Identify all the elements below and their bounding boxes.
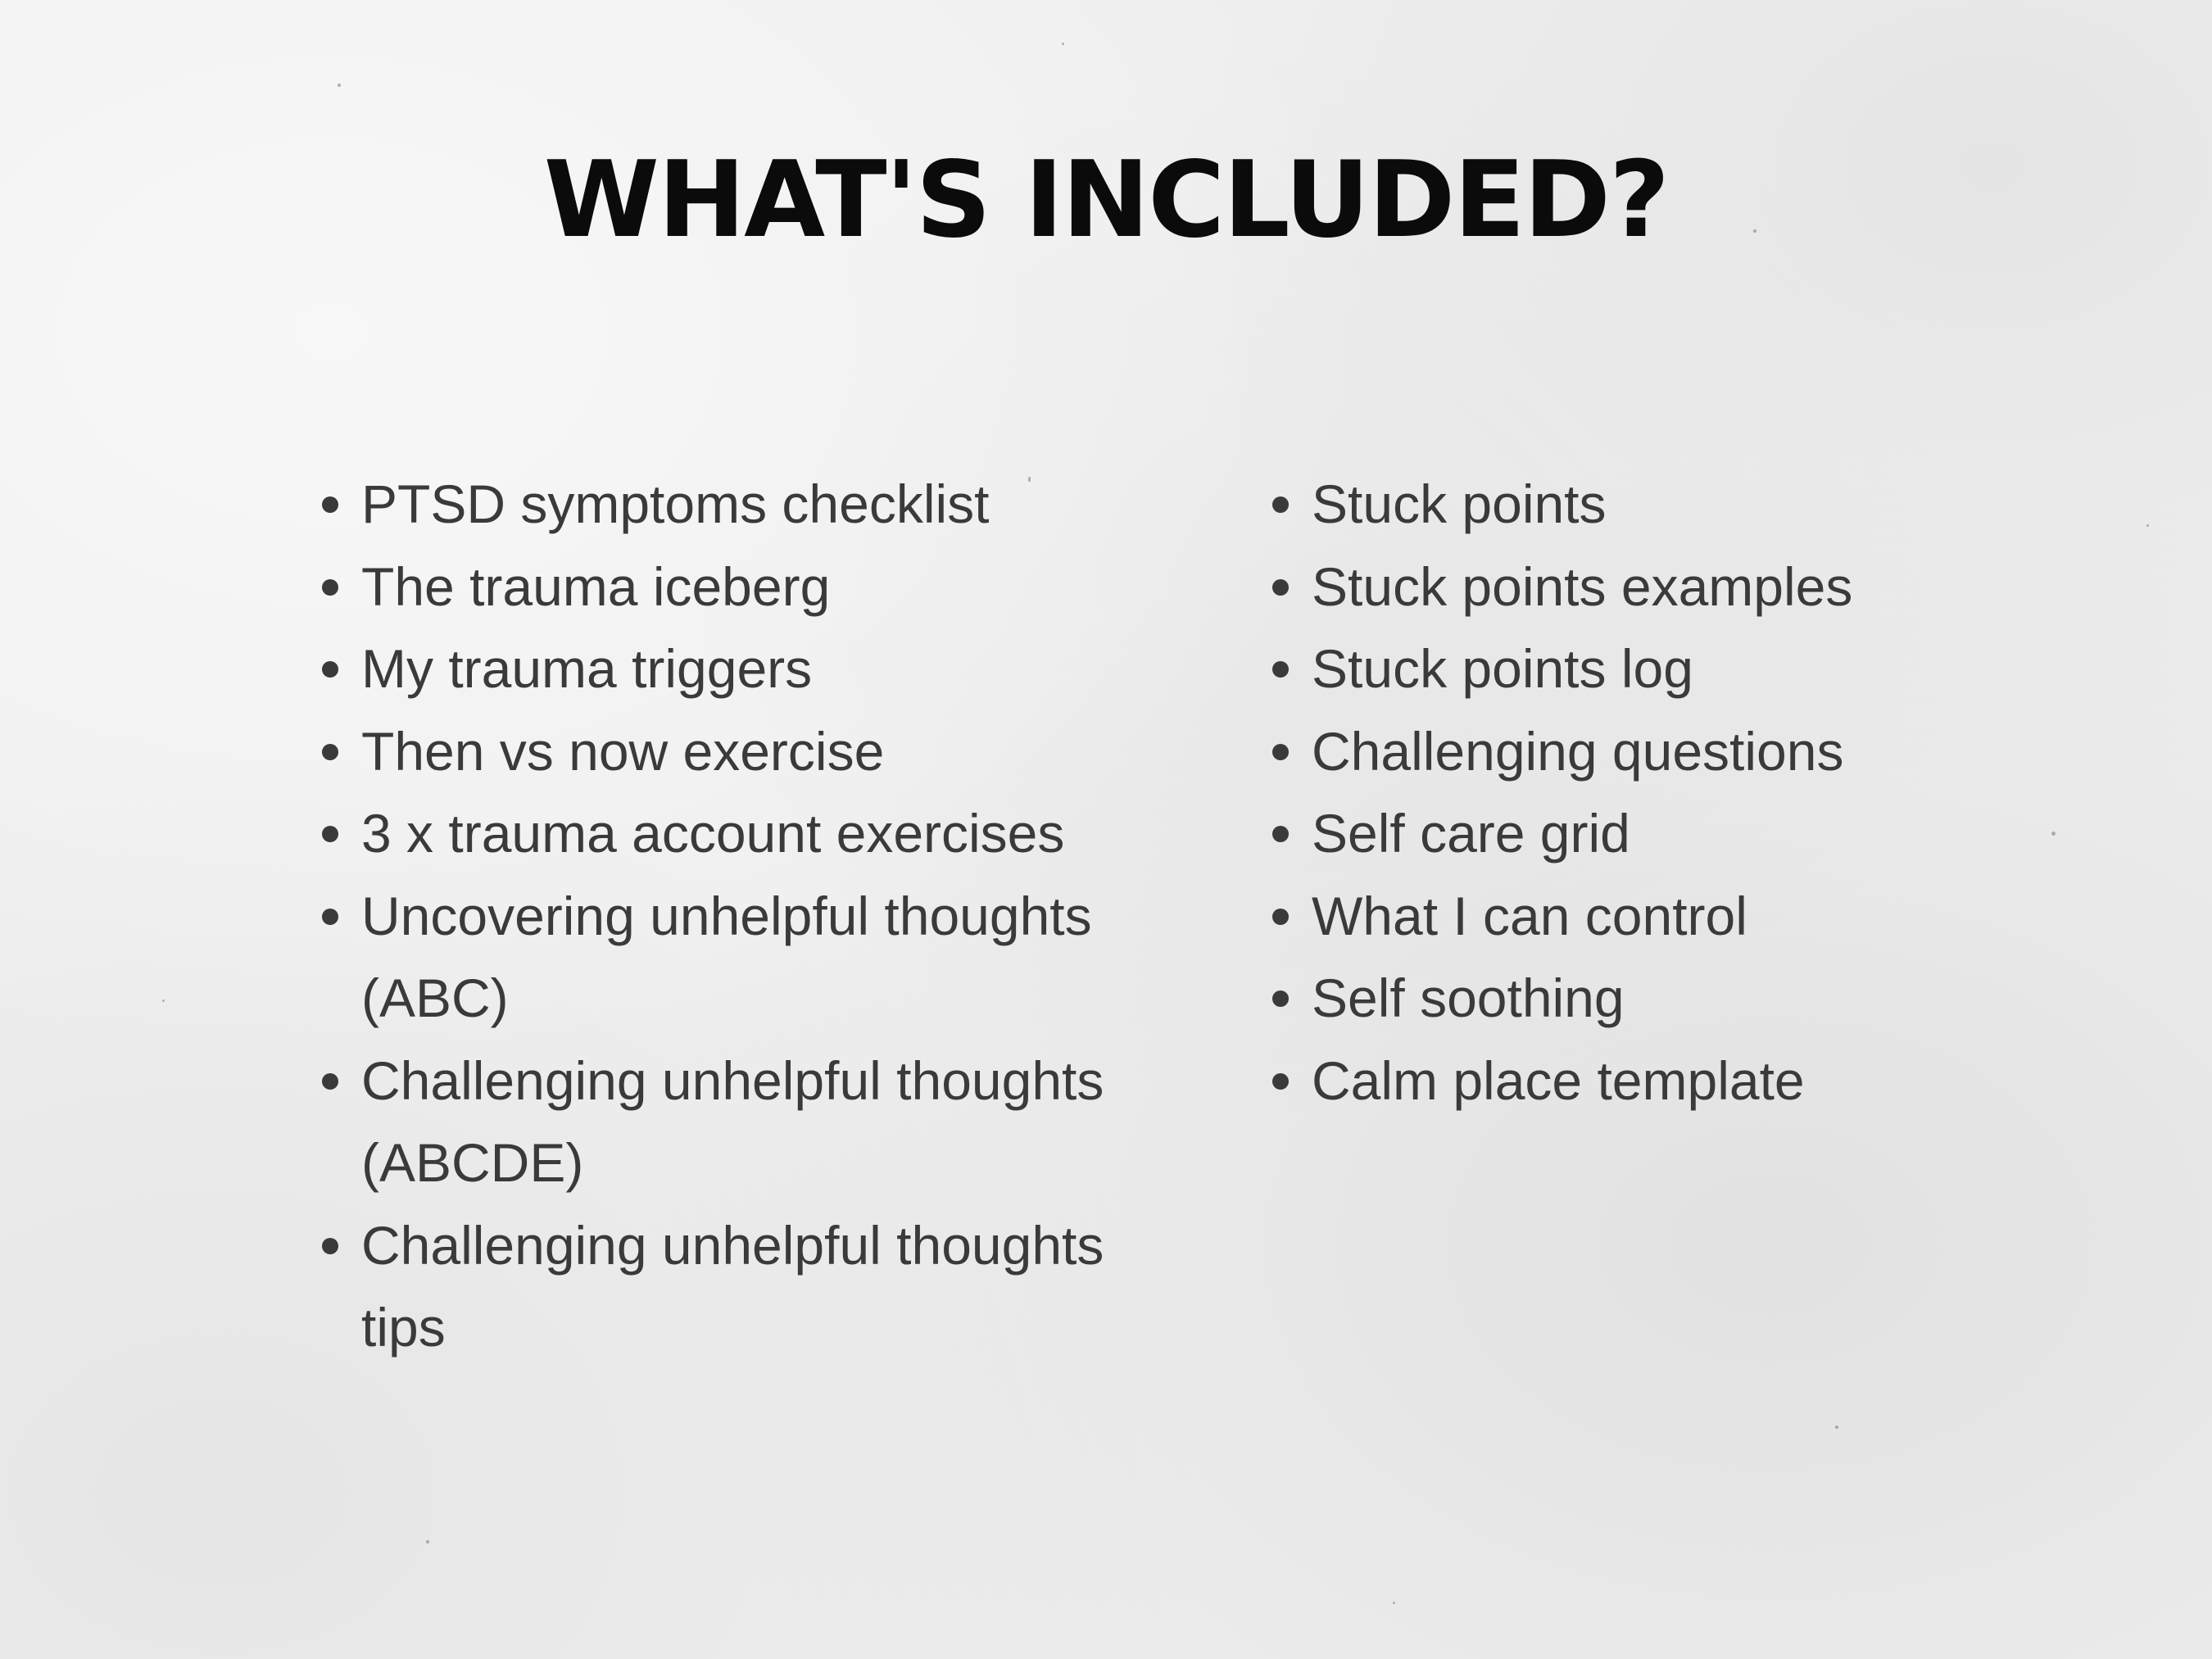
bullet-icon (1272, 1073, 1289, 1090)
included-list-right (1266, 463, 2167, 1122)
list-item-label: Challenging unhelpful thoughts tips (361, 1214, 1104, 1358)
bullet-icon (1272, 661, 1289, 678)
list-item (315, 463, 1184, 546)
paper-texture-speck (1393, 1602, 1395, 1604)
list-item-label: Challenging unhelpful thoughts (ABCDE) (361, 1049, 1104, 1193)
paper-texture-speck (338, 84, 341, 87)
list-item-label: The trauma iceberg (361, 555, 831, 617)
list-item (315, 1204, 1184, 1369)
bullet-icon (322, 909, 338, 925)
list-item-label: What I can control (1312, 885, 1747, 946)
list-item (315, 792, 1184, 875)
list-item (315, 710, 1184, 793)
list-item-label: Stuck points log (1312, 638, 1693, 699)
list-item (1266, 546, 2167, 628)
list-item (315, 1040, 1184, 1204)
bullet-icon (322, 744, 338, 760)
list-item-label: Then vs now exercise (361, 720, 885, 782)
list-item-label: Stuck points examples (1312, 555, 1853, 617)
list-item (1266, 710, 2167, 793)
bullet-icon (1272, 496, 1289, 513)
list-item-label: Calm place template (1312, 1049, 1805, 1111)
bullet-icon (1272, 579, 1289, 596)
list-item (1266, 875, 2167, 958)
list-item (1266, 628, 2167, 710)
bullet-icon (322, 579, 338, 596)
list-item-label: 3 x trauma account exercises (361, 803, 1065, 863)
bullet-icon (322, 1073, 338, 1090)
list-item (1266, 957, 2167, 1040)
list-item-label: Self soothing (1312, 968, 1625, 1028)
list-item (315, 546, 1184, 628)
page-title: WHAT'S INCLUDED? (543, 139, 1669, 261)
list-item-label: PTSD symptoms checklist (361, 474, 990, 534)
bullet-icon (1272, 744, 1289, 760)
paper-texture-speck (162, 999, 165, 1002)
list-item-label: Stuck points (1312, 474, 1607, 534)
bullet-icon (322, 826, 338, 842)
paper-texture-speck (1062, 43, 1064, 45)
bullet-icon (322, 661, 338, 678)
list-item-label: Uncovering unhelpful thoughts (ABC) (361, 885, 1092, 1028)
list-item (315, 875, 1184, 1040)
list-item (1266, 1040, 2167, 1122)
bullet-icon (1272, 990, 1289, 1007)
list-item (1266, 792, 2167, 875)
list-item-label: Self care grid (1312, 803, 1630, 863)
paper-texture-speck (426, 1540, 429, 1543)
list-item (315, 628, 1184, 710)
bullet-icon (322, 496, 338, 513)
paper-texture-speck (1835, 1426, 1838, 1429)
bullet-icon (1272, 909, 1289, 925)
bullet-icon (1272, 826, 1289, 842)
included-list-left (315, 463, 1184, 1369)
list-item (1266, 463, 2167, 546)
list-item-label: My trauma triggers (361, 638, 813, 699)
list-item-label: Challenging questions (1312, 720, 1844, 782)
bullet-icon (322, 1238, 338, 1254)
